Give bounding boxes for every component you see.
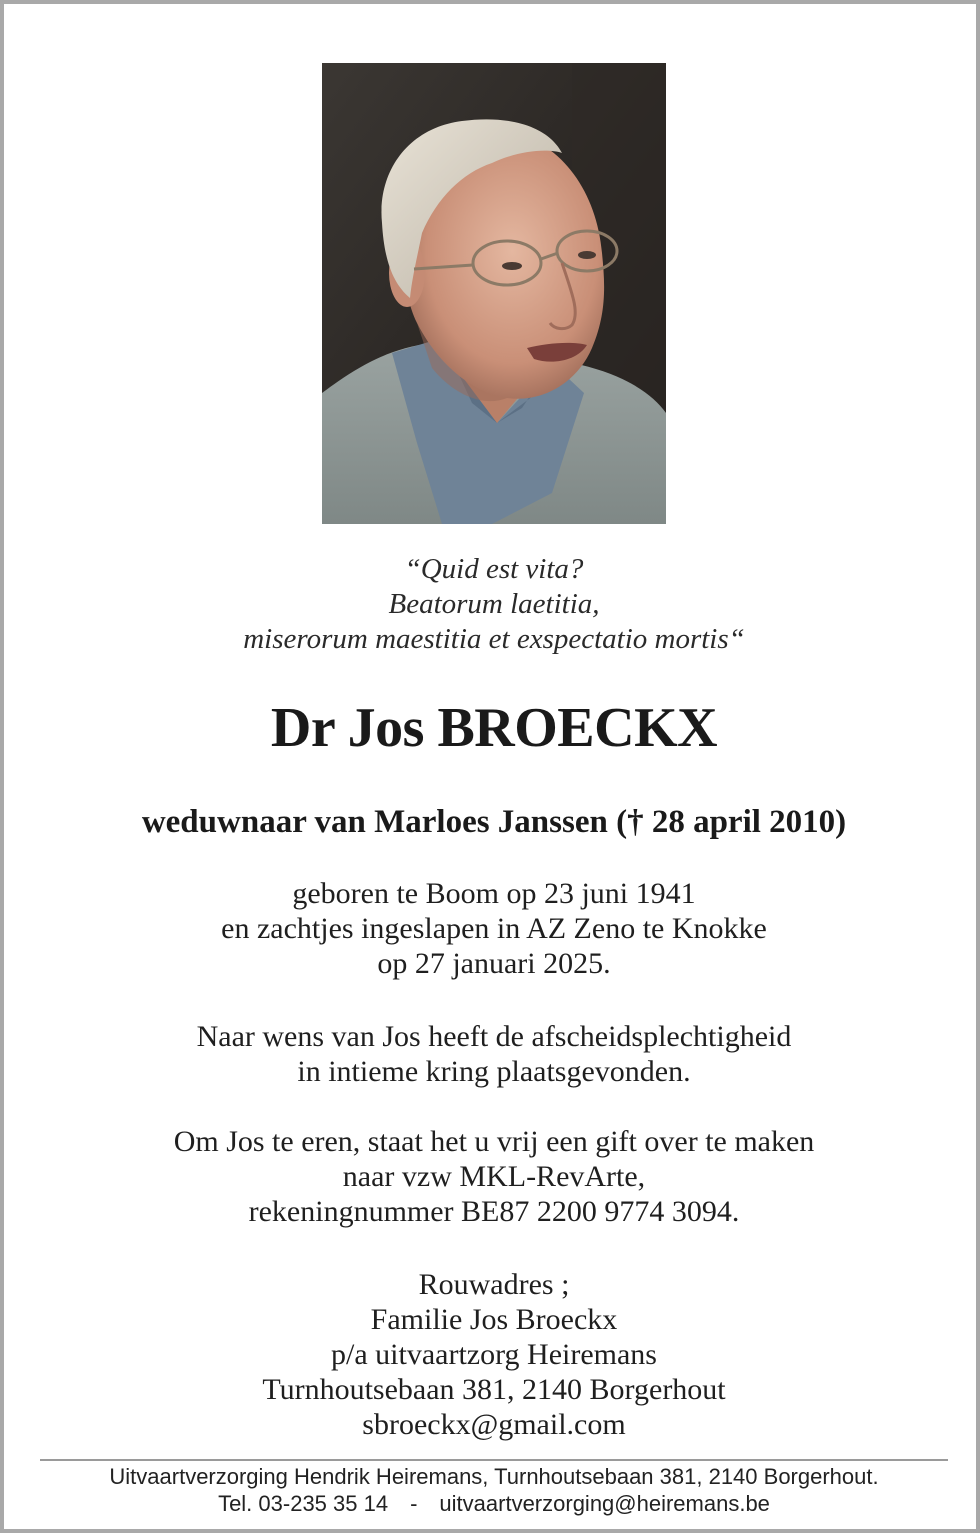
funeral-home-footer: [4, 1463, 980, 1517]
footer-email: uitvaartverzorging@heiremans.be: [439, 1491, 770, 1516]
address-line: Familie Jos Broeckx: [370, 1303, 618, 1336]
latin-quote: [4, 552, 980, 657]
paragraph-line: en zachtjes ingeslapen in AZ Zeno te Knokke: [221, 912, 767, 945]
address-line: Rouwadres ;: [418, 1268, 570, 1301]
deceased-name: Dr Jos BROECKX: [270, 697, 718, 759]
quote-line: miserorum maestitia et exspectatio mortis“: [243, 623, 745, 655]
footer-contact: [4, 1490, 980, 1517]
paragraph-line: naar vzw MKL-RevArte,: [342, 1160, 646, 1193]
paragraph-line: rekeningnummer BE87 2200 9774 3094.: [248, 1195, 740, 1228]
paragraph-line: Naar wens van Jos heeft de afscheidsplechtigheid: [196, 1020, 792, 1053]
footer-phone: Tel. 03-235 35 14: [218, 1491, 389, 1516]
address-line: Turnhoutsebaan 381, 2140 Borgerhout: [262, 1373, 726, 1406]
birth-death-paragraph: [4, 876, 980, 981]
quote-line: “Quid est vita?: [404, 553, 584, 585]
address-email: sbroeckx@gmail.com: [362, 1408, 626, 1441]
spouse-line: weduwnaar van Marloes Janssen († 28 april 2010): [141, 804, 847, 840]
mourning-address: [4, 1267, 980, 1442]
footer-separator: -: [410, 1491, 418, 1516]
ceremony-paragraph: [4, 1019, 980, 1089]
paragraph-line: geboren te Boom op 23 juni 1941: [292, 877, 696, 910]
paragraph-line: op 27 januari 2025.: [377, 947, 611, 980]
donation-paragraph: [4, 1124, 980, 1229]
paragraph-line: Om Jos te eren, staat het u vrij een gift over te maken: [173, 1125, 815, 1158]
footer-address: Uitvaartverzorging Hendrik Heiremans, Turnhoutsebaan 381, 2140 Borgerhout.: [109, 1464, 879, 1489]
footer-divider: [40, 1459, 948, 1461]
portrait-photo: [322, 63, 666, 524]
portrait-illustration: [322, 63, 666, 524]
quote-line: Beatorum laetitia,: [388, 588, 600, 620]
address-line: p/a uitvaartzorg Heiremans: [331, 1338, 657, 1371]
paragraph-line: in intieme kring plaatsgevonden.: [297, 1055, 691, 1088]
